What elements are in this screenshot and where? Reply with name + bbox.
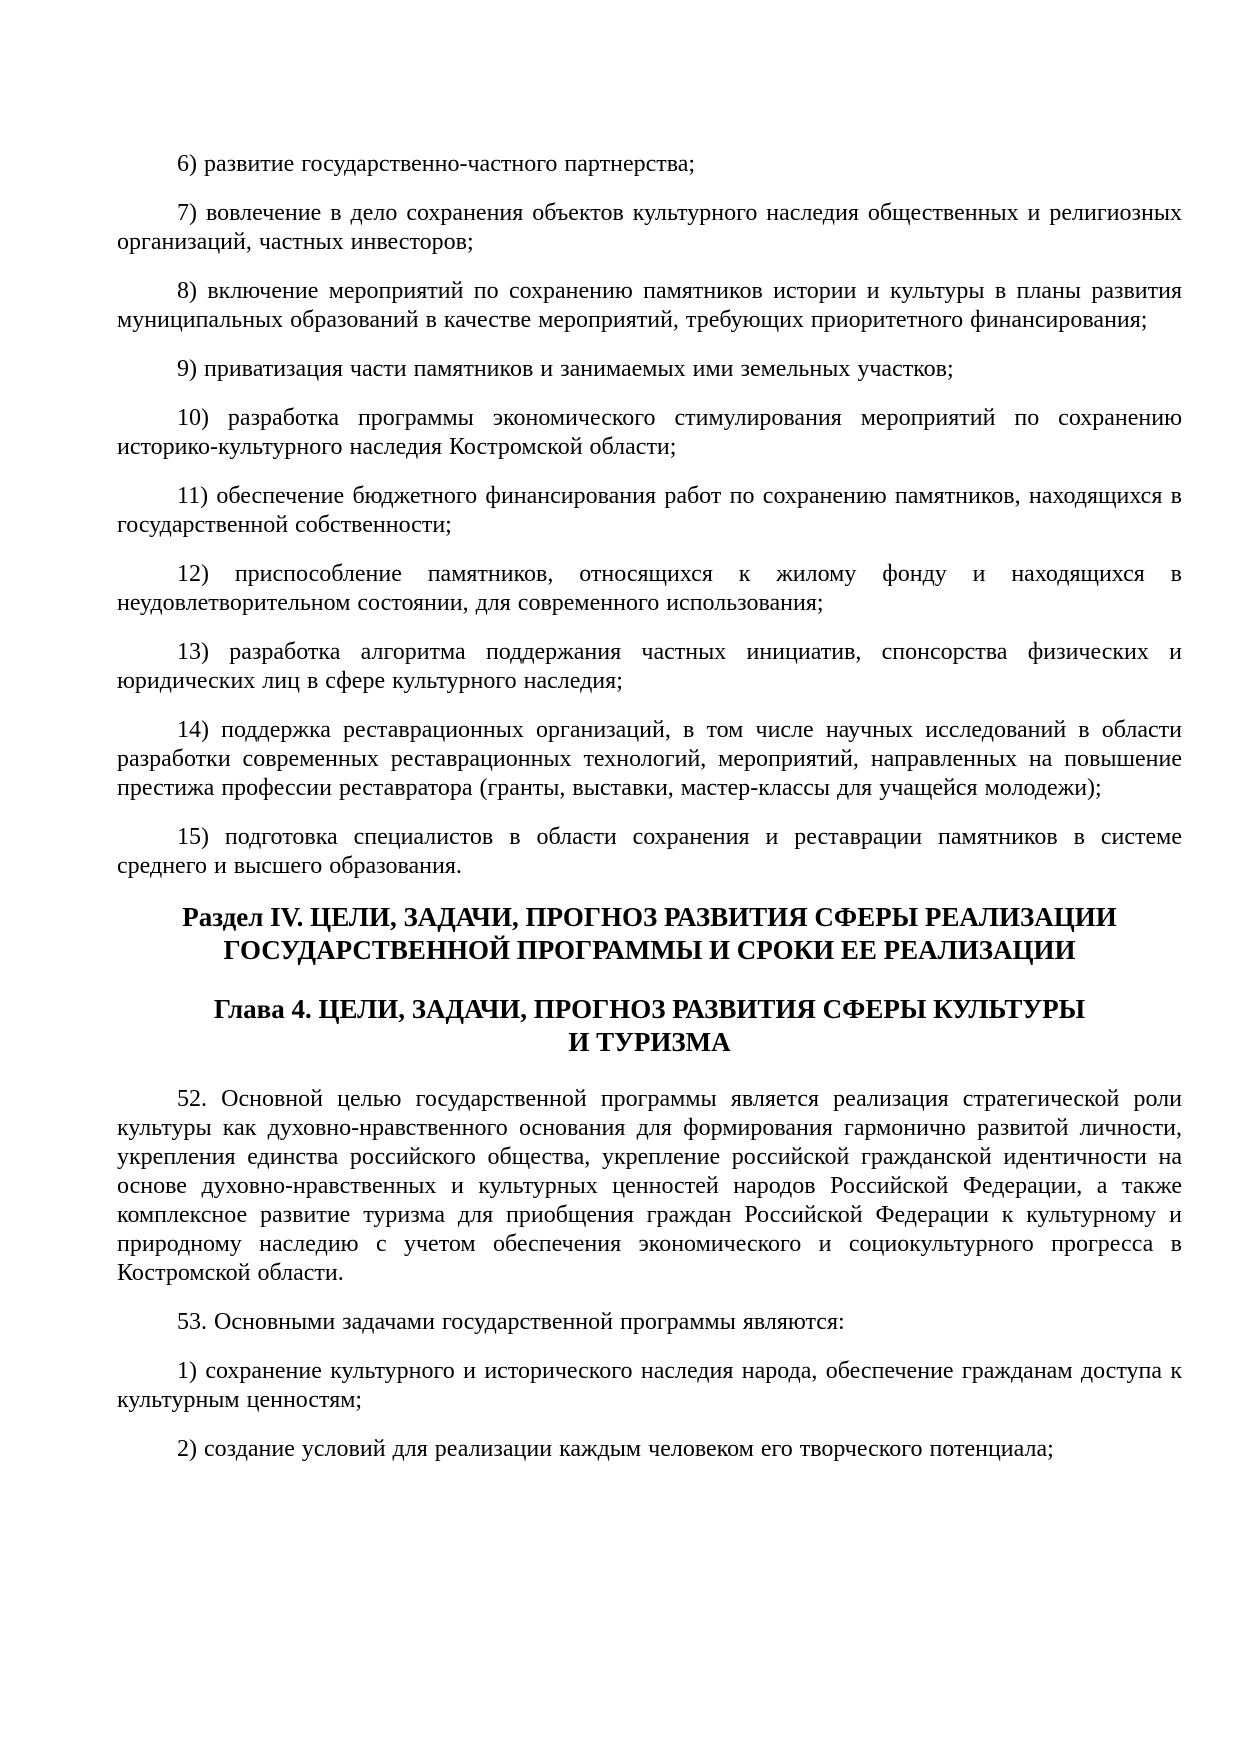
paragraph-item-15: 15) подготовка специалистов в области сохранения и реставрации памятников в системе среднего и высшего образования. — [117, 824, 1182, 879]
section-iv-heading-line-1: Раздел IV. ЦЕЛИ, ЗАДАЧИ, ПРОГНОЗ РАЗВИТИЯ СФЕРЫ РЕАЛИЗАЦИИ — [182, 902, 1117, 932]
section-iv-heading — [117, 901, 1182, 967]
chapter-4-heading-line-1: Глава 4. ЦЕЛИ, ЗАДАЧИ, ПРОГНОЗ РАЗВИТИЯ СФЕРЫ КУЛЬТУРЫ — [213, 994, 1086, 1024]
paragraph-item-1: 1) сохранение культурного и исторического наследия народа, обеспечение гражданам доступа к культурным ценностям; — [117, 1358, 1182, 1413]
paragraph-item-10: 10) разработка программы экономического стимулирования мероприятий по сохранению историко-культурного наследия Костромской области; — [117, 405, 1182, 460]
paragraph-item-11: 11) обеспечение бюджетного финансирования работ по сохранению памятников, находящихся в государственной собственности; — [117, 483, 1182, 538]
paragraph-item-9: 9) приватизация части памятников и занимаемых ими земельных участков; — [177, 356, 954, 382]
paragraph-item-14: 14) поддержка реставрационных организаций, в том числе научных исследований в области разработки современных реставрационных технологий, мероприятий, направленных на повышение престижа профессии реставратора (гранты, выставки, мастер-классы для учащейся молодежи); — [117, 717, 1182, 801]
chapter-4-heading-line-2: И ТУРИЗМА — [568, 1027, 731, 1057]
paragraph-item-13: 13) разработка алгоритма поддержания частных инициатив, спонсорства физических и юридических лиц в сфере культурного наследия; — [117, 639, 1182, 694]
paragraph-item-7: 7) вовлечение в дело сохранения объектов культурного наследия общественных и религиозных организаций, частных инвесторов; — [117, 200, 1182, 255]
paragraph-item-2: 2) создание условий для реализации каждым человеком его творческого потенциала; — [177, 1436, 1054, 1462]
chapter-4-heading — [117, 993, 1182, 1059]
paragraph-52: 52. Основной целью государственной программы является реализация стратегической роли культуры как духовно-нравственного основания для формирования гармонично развитой личности, укрепления единства российского общества, укрепление российской гражданской идентичности на основе духовно-нравственных и культурных ценностей народов Российской Федерации, а также комплексное развитие туризма для приобщения граждан Российской Федерации к культурному и природному наследию с учетом обеспечения экономического и социокультурного прогресса в Костромской области. — [117, 1086, 1182, 1286]
paragraph-item-6: 6) развитие государственно-частного партнерства; — [177, 151, 696, 177]
paragraph-item-8: 8) включение мероприятий по сохранению памятников истории и культуры в планы развития муниципальных образований в качестве мероприятий, требующих приоритетного финансирования; — [117, 278, 1182, 333]
paragraph-53: 53. Основными задачами государственной программы являются: — [177, 1309, 845, 1335]
section-iv-heading-line-2: ГОСУДАРСТВЕННОЙ ПРОГРАММЫ И СРОКИ ЕЕ РЕАЛИЗАЦИИ — [223, 935, 1076, 965]
paragraph-item-12: 12) приспособление памятников, относящихся к жилому фонду и находящихся в неудовлетворительном состоянии, для современного использования; — [117, 561, 1182, 616]
